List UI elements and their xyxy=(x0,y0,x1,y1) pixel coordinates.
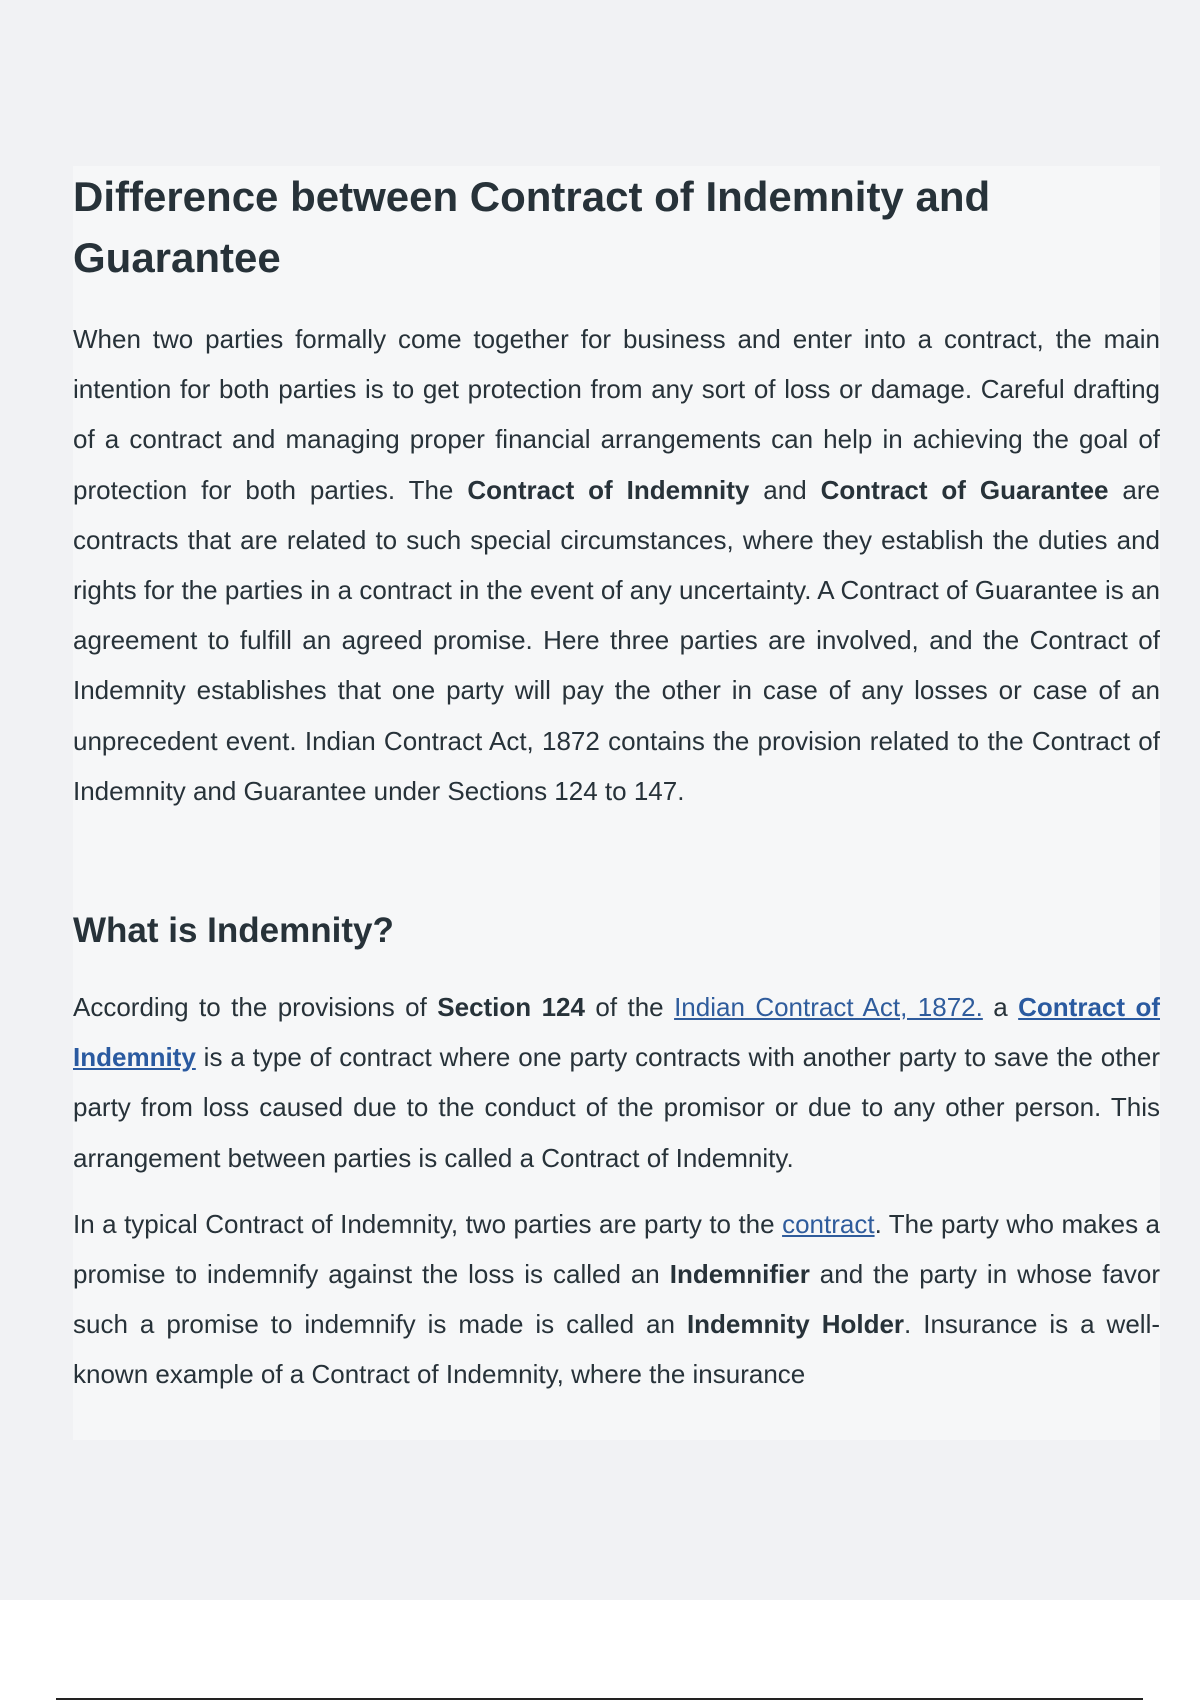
article-content xyxy=(73,166,1160,1440)
para3-text-2: . The party who makes a promise to indemnify against the loss is called an xyxy=(73,1208,1160,1290)
para3-text-3: and the party in whose favor such a promise to indemnify is made is called an xyxy=(73,1259,1160,1340)
intro-text-2: and xyxy=(749,474,821,505)
para2-bold-section: Section 124 xyxy=(437,992,585,1023)
para3-text-4: . Insurance is a well-known example of a Contract of Indemnity, where the insurance xyxy=(73,1309,1160,1390)
section-heading-indemnity: What is Indemnity? xyxy=(73,911,394,951)
para3-bold-indemnity-holder: Indemnity Holder xyxy=(686,1309,905,1340)
para2-text-3: a xyxy=(982,992,1019,1023)
intro-bold-indemnity: Contract of Indemnity xyxy=(467,474,750,505)
intro-paragraph xyxy=(73,314,1160,816)
page-title-line-2: Guarantee xyxy=(73,234,281,281)
intro-text-1: When two parties formally come together for business and enter into a contract, the main intention for both parties is to get protection from any sort of loss or damage. Careful drafting of a contract and managing proper financial arrangements can help in achieving the goal of protection for both parties. The xyxy=(73,324,1160,505)
intro-text-3: are contracts that are related to such special circumstances, where they establish the duties and rights for the parties in a contract in the event of any uncertainty. A Contract of Guarantee is an agreement to fulfill an agreed promise. Here three parties are involved, and the Contract of Indemnity establishes that one party will pay the other in case of any losses or case of an unprecedent event. Indian Contract Act, 1872 contains the provision related to the Contract of Indemnity and Guarantee under Sections 124 to 147. xyxy=(73,474,1160,806)
para3-bold-indemnifier: Indemnifier xyxy=(669,1259,810,1290)
indemnity-parties-paragraph xyxy=(73,1199,1160,1400)
indian-contract-act-link[interactable]: Indian Contract Act, 1872. xyxy=(674,992,983,1023)
contract-link[interactable]: contract xyxy=(782,1208,875,1239)
intro-bold-guarantee: Contract of Guarantee xyxy=(820,474,1109,505)
indemnity-definition-paragraph xyxy=(73,982,1160,1183)
contract-of-indemnity-link[interactable]: Contract of Indemnity xyxy=(73,992,1160,1073)
para2-text-2: of the xyxy=(584,992,675,1023)
para2-text-1: According to the provisions of xyxy=(73,992,438,1023)
para3-text-1: In a typical Contract of Indemnity, two parties are party to the xyxy=(73,1208,783,1239)
page-title xyxy=(73,166,1160,288)
para2-text-4: is a type of contract where one party contracts with another party to save the other party from loss caused due to the conduct of the promisor or due to any other person. This arrangement between parties is called a Contract of Indemnity. xyxy=(73,1042,1160,1173)
page-title-line-1: Difference between Contract of Indemnity and xyxy=(73,173,991,220)
